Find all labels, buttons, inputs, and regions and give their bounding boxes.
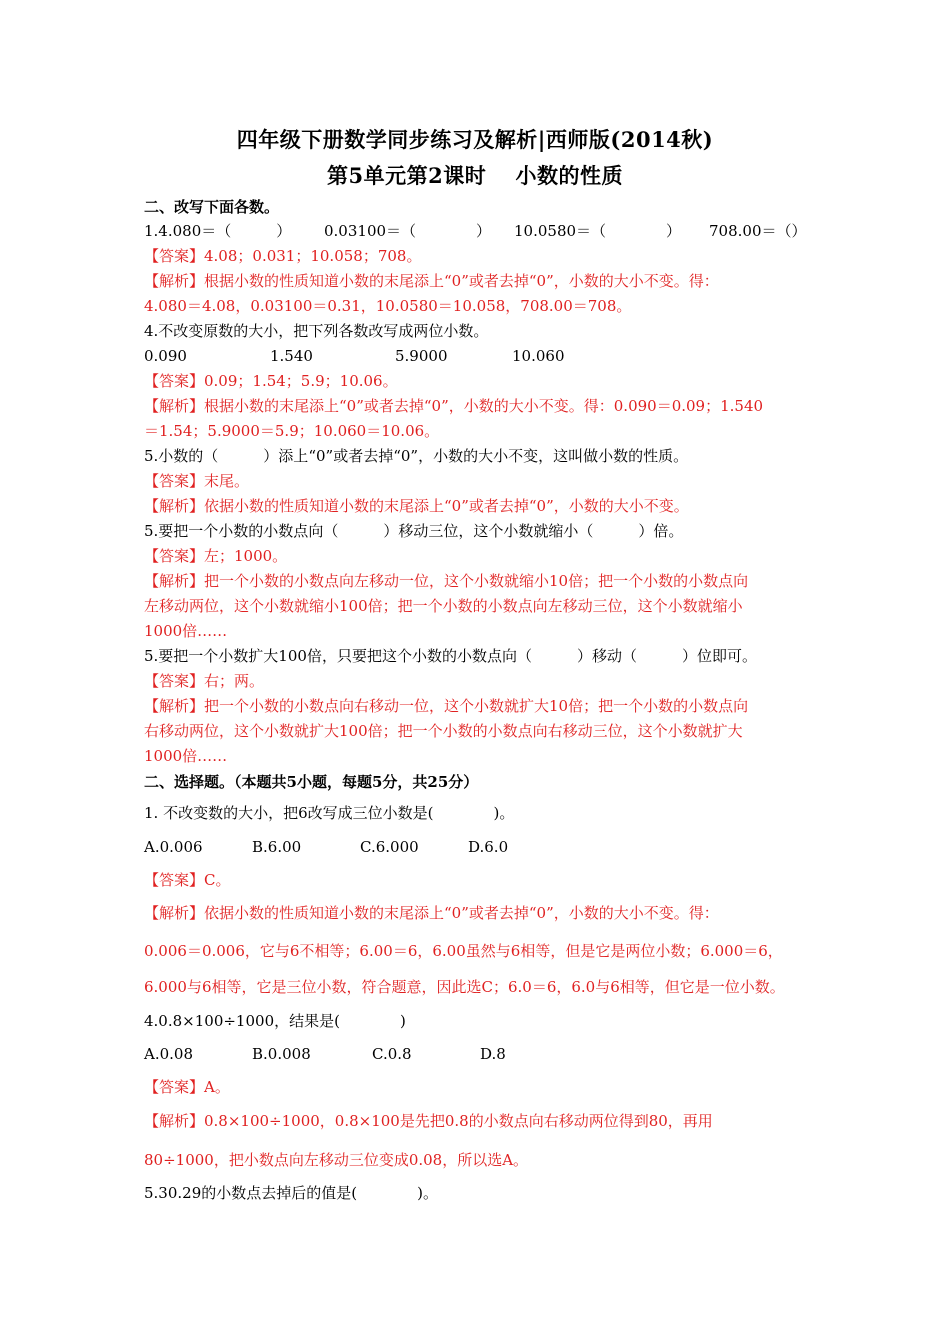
option-d: D.8 [480,1045,506,1063]
document-subtitle: 第5单元第2课时 小数的性质 [326,163,624,188]
question-item: 708.00＝（） [709,222,807,240]
option-c: C.6.000 [360,838,419,856]
document-title: 四年级下册数学同步练习及解析|西师版(2014秋) [236,127,714,152]
section-heading-choice: 二、选择题。（本题共5小题，每题5分，共25分） [144,773,479,791]
analysis-text: 4.080＝4.08，0.03100＝0.31，10.0580＝10.058，708.00＝708。 [144,297,632,315]
question-item: 10.060 [512,347,565,365]
question-item: 0.03100＝（ ） [324,222,492,240]
question-stem: 1. 不改变数的大小，把6改写成三位小数是( )。 [144,804,515,822]
analysis-text: 【解析】把一个小数的小数点向右移动一位，这个小数就扩大10倍；把一个小数的小数点向 [144,697,749,715]
analysis-text: 80÷1000，把小数点向左移动三位变成0.08，所以选A。 [144,1151,529,1169]
question-item: 10.0580＝（ ） [514,222,682,240]
option-a: A.0.006 [144,838,203,856]
analysis-text: 【解析】把一个小数的小数点向左移动一位，这个小数就缩小10倍；把一个小数的小数点向 [144,572,749,590]
answer-text: 【答案】右；两。 [144,672,265,690]
options-row [144,836,824,858]
analysis-text: 0.006＝0.006，它与6不相等；6.00＝6，6.00虽然与6相等，但是它是两位小数；6.000＝6， [144,942,783,960]
answer-text: 【答案】4.08；0.031；10.058；708。 [144,247,422,265]
question-row [144,220,824,242]
question-item: 1.540 [270,347,313,365]
question-stem: 5.要把一个小数的小数点向（ ）移动三位，这个小数就缩小（ ）倍。 [144,522,684,540]
option-c: C.0.8 [372,1045,412,1063]
question-stem: 5.30.29的小数点去掉后的值是( )。 [144,1184,438,1202]
analysis-text: 【解析】0.8×100÷1000，0.8×100是先把0.8的小数点向右移动两位得到80，再用 [144,1112,713,1130]
analysis-text: 1000倍…… [144,622,228,640]
question-item: 5.9000 [395,347,448,365]
section-heading-rewrite: 二、改写下面各数。 [144,198,280,216]
analysis-text: 【解析】依据小数的性质知道小数的末尾添上“0”或者去掉“0”，小数的大小不变。 [144,497,689,515]
analysis-text: 1000倍…… [144,747,228,765]
answer-text: 【答案】A。 [144,1078,230,1096]
question-stem: 4.不改变原数的大小，把下列各数改写成两位小数。 [144,322,489,340]
option-d: D.6.0 [468,838,509,856]
answer-text: 【答案】C。 [144,871,231,889]
analysis-text: 【解析】根据小数的末尾添上“0”或者去掉“0”，小数的大小不变。得：0.090＝0.09；1.540 [144,397,764,415]
analysis-text: 左移动两位，这个小数就缩小100倍；把一个小数的小数点向左移动三位，这个小数就缩小 [144,597,743,615]
question-item: 1.4.080＝（ ） [144,222,292,240]
answer-text: 【答案】0.09；1.54；5.9；10.06。 [144,372,398,390]
option-a: A.0.08 [144,1045,193,1063]
option-b: B.0.008 [252,1045,311,1063]
analysis-text: 右移动两位，这个小数就扩大100倍；把一个小数的小数点向右移动三位，这个小数就扩大 [144,722,743,740]
analysis-text: 【解析】根据小数的性质知道小数的末尾添上“0”或者去掉“0”，小数的大小不变。得： [144,272,719,290]
question-stem: 5.小数的（ ）添上“0”或者去掉“0”，小数的大小不变，这叫做小数的性质。 [144,447,689,465]
analysis-text: 【解析】依据小数的性质知道小数的末尾添上“0”或者去掉“0”，小数的大小不变。得： [144,904,719,922]
question-row [144,345,824,367]
option-b: B.6.00 [252,838,302,856]
analysis-text: 6.000与6相等，它是三位小数，符合题意，因此选C；6.0＝6，6.0与6相等，但它是一位小数。 [144,978,785,996]
question-stem: 4.0.8×100÷1000，结果是( ) [144,1012,406,1030]
analysis-text: ＝1.54；5.9000＝5.9；10.060＝10.06。 [144,422,440,440]
options-row [144,1043,824,1065]
answer-text: 【答案】左；1000。 [144,547,288,565]
question-stem: 5.要把一个小数扩大100倍，只要把这个小数的小数点向（ ）移动（ ）位即可。 [144,647,757,665]
question-item: 0.090 [144,347,187,365]
answer-text: 【答案】末尾。 [144,472,250,490]
